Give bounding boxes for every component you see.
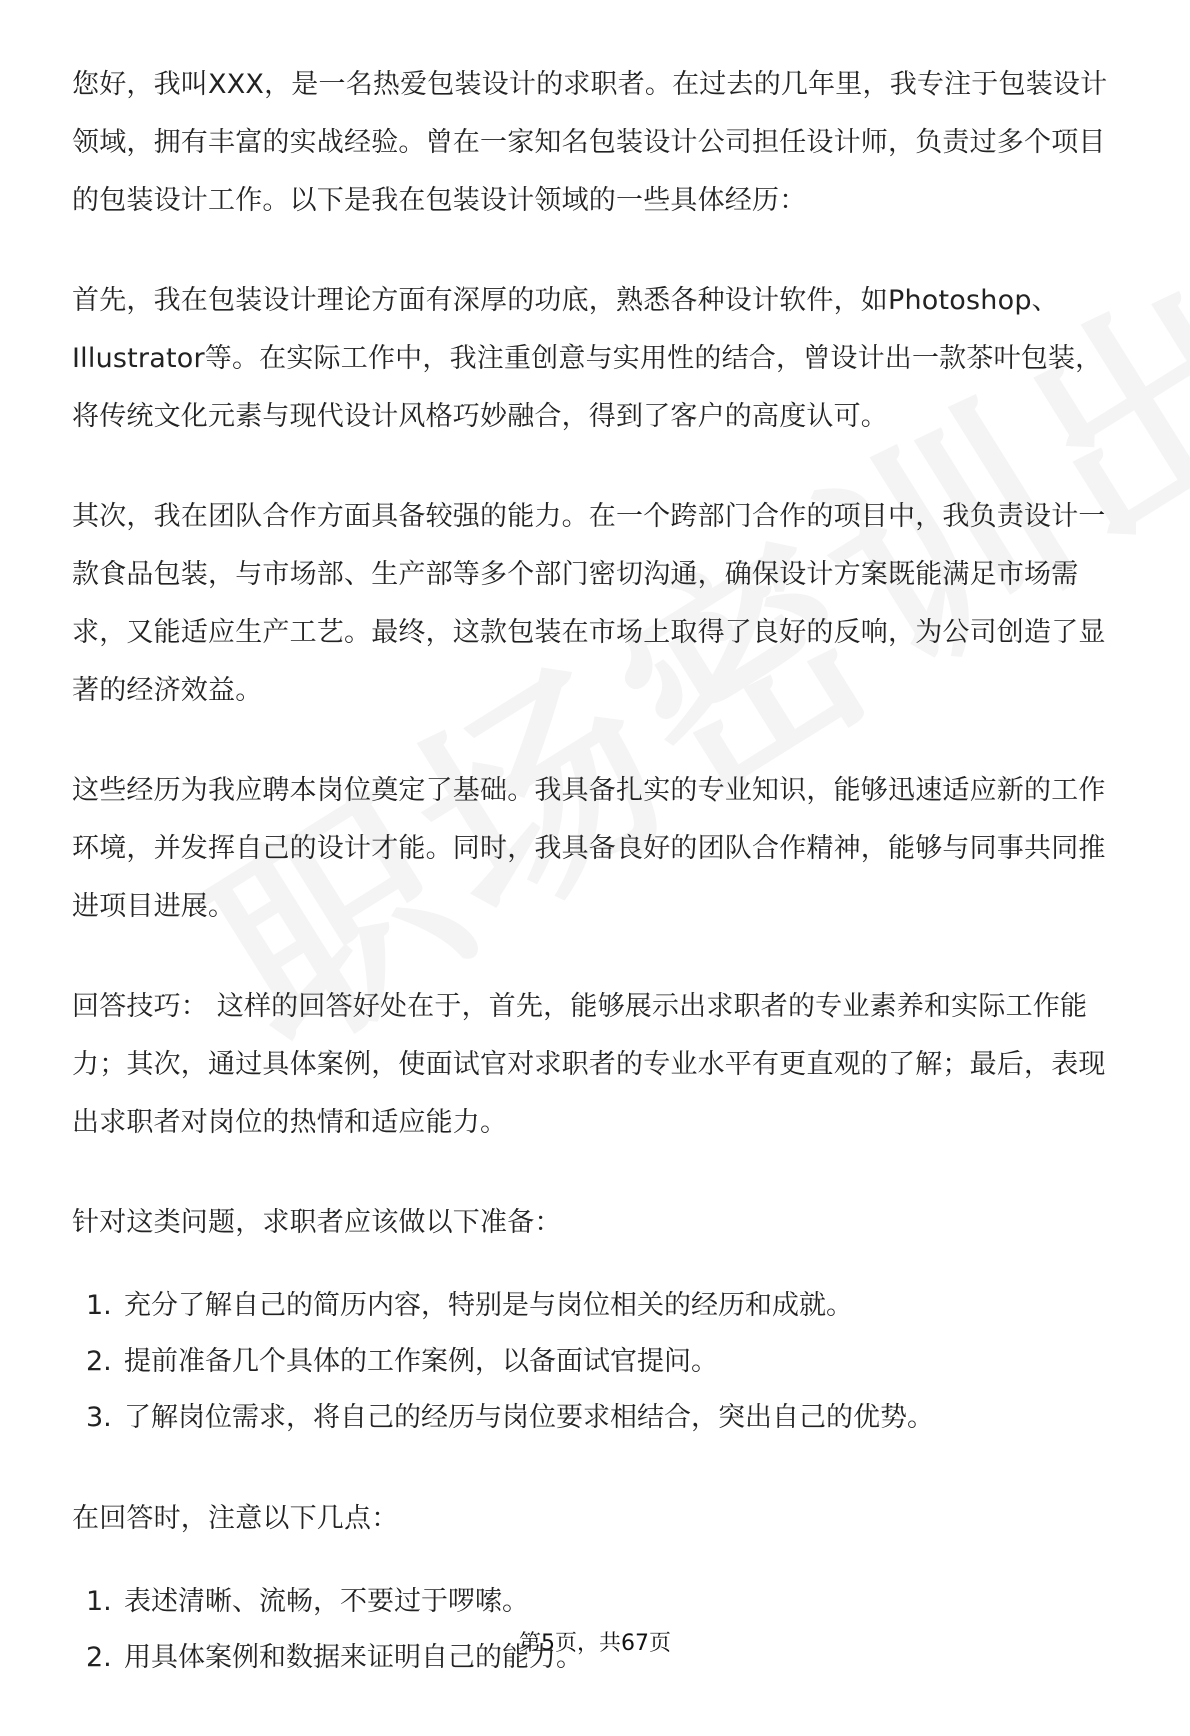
list-text: 用具体案例和数据来证明自己的能力。 <box>124 1642 583 1673</box>
paragraph-teamwork: 其次，我在团队合作方面具备较强的能力。在一个跨部门合作的项目中，我负责设计一款食品包装，与市场部、生产部等多个部门密切沟通，确保设计方案既能满足市场需求，又能适应生产工艺。最终，这款包装在市场上取得了良好的反响，为公司创造了显著的经济效益。 <box>72 501 1106 706</box>
list-item <box>72 1574 1122 1630</box>
list-number: 3. <box>86 1402 112 1433</box>
list-item <box>72 1390 1122 1446</box>
list-item <box>72 1334 1122 1390</box>
list-number: 1. <box>86 1290 112 1321</box>
list-number: 1. <box>86 1586 112 1617</box>
list-item <box>72 1278 1122 1334</box>
list-number: 2. <box>86 1642 112 1673</box>
list-text: 充分了解自己的简历内容，特别是与岗位相关的经历和成就。 <box>124 1290 853 1321</box>
list-text: 表述清晰、流畅，不要过于啰嗦。 <box>124 1586 529 1617</box>
list-text: 了解岗位需求，将自己的经历与岗位要求相结合，突出自己的优势。 <box>124 1402 934 1433</box>
paragraph-answer-tips: 回答技巧： 这样的回答好处在于，首先，能够展示出求职者的专业素养和实际工作能力；其次，通过具体案例，使面试官对求职者的专业水平有更直观的了解；最后，表现出求职者对岗位的热情和适应能力。 <box>72 991 1106 1138</box>
paragraph-skills: 首先，我在包装设计理论方面有深厚的功底，熟悉各种设计软件，如Photoshop、Illustrator等。在实际工作中，我注重创意与实用性的结合，曾设计出一款茶叶包装，将传统文化元素与现代设计风格巧妙融合，得到了客户的高度认可。 <box>72 285 1103 432</box>
prep-list <box>72 1278 1122 1446</box>
page-content <box>72 56 1122 1736</box>
list-text: 提前准备几个具体的工作案例，以备面试官提问。 <box>124 1346 718 1377</box>
list-number: 2. <box>86 1346 112 1377</box>
paragraph-foundation: 这些经历为我应聘本岗位奠定了基础。我具备扎实的专业知识，能够迅速适应新的工作环境，并发挥自己的设计才能。同时，我具备良好的团队合作精神，能够与同事共同推进项目进展。 <box>72 775 1106 922</box>
page-number: 第5页，共67页 <box>519 1631 671 1656</box>
paragraph-notes-heading: 在回答时，注意以下几点： <box>72 1503 399 1534</box>
paragraph-intro: 您好，我叫XXX，是一名热爱包装设计的求职者。在过去的几年里，我专注于包装设计领域，拥有丰富的实战经验。曾在一家知名包装设计公司担任设计师，负责过多个项目的包装设计工作。以下是我在包装设计领域的一些具体经历： <box>72 69 1108 216</box>
paragraph-prep-heading: 针对这类问题，求职者应该做以下准备： <box>72 1207 562 1238</box>
